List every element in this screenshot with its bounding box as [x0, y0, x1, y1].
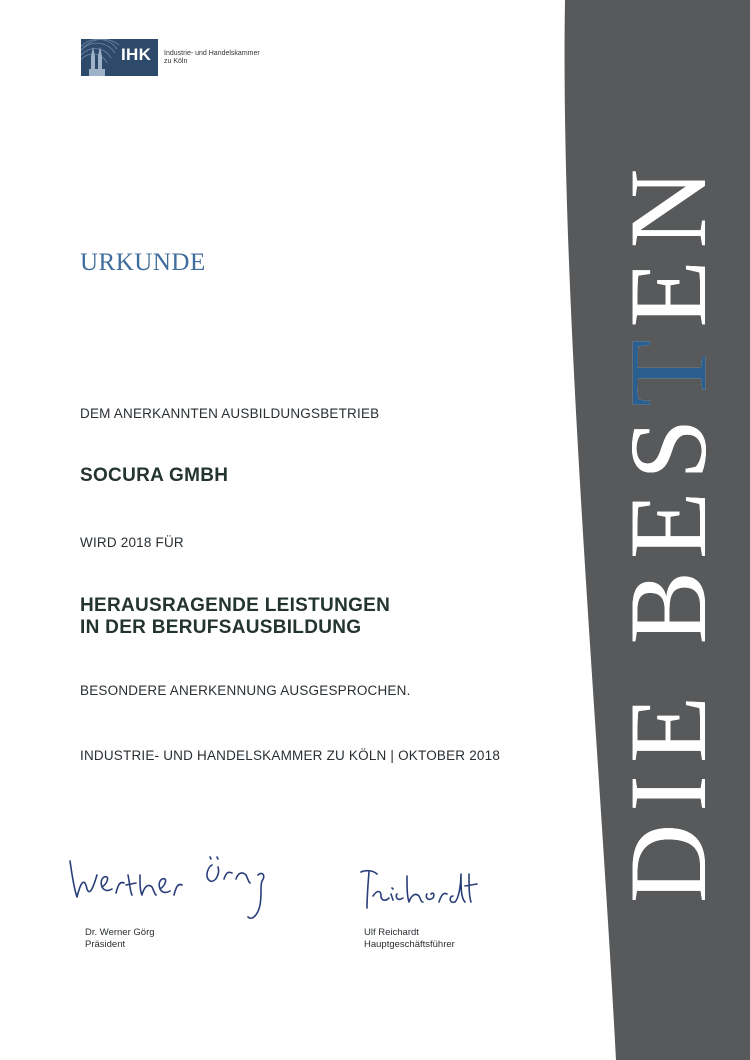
band-text-accent: T: [607, 327, 729, 407]
certificate-title: URKUNDE: [80, 249, 206, 276]
company-name: SOCURA GMBH: [80, 465, 229, 486]
signatory-2: [364, 927, 455, 951]
band-text-part1: DIE BES: [607, 406, 729, 904]
ihk-name: [164, 50, 260, 66]
recognition-line: BESONDERE ANERKENNUNG AUSGESPROCHEN.: [80, 683, 411, 698]
ihk-logo-mark: [81, 39, 158, 76]
achievement-heading: [80, 595, 390, 639]
ihk-abbreviation: IHK: [121, 45, 152, 64]
signature-werner-goerg: [62, 845, 282, 930]
achievement-line1: HERAUSRAGENDE LEISTUNGEN: [80, 595, 391, 616]
die-besten-text: [607, 156, 729, 904]
band-text-part3: EN: [607, 156, 729, 328]
achievement-line2: IN DER BERUFSAUSBILDUNG: [80, 617, 362, 638]
signatory-2-role: Hauptgeschäftsführer: [364, 939, 455, 950]
year-line: WIRD 2018 FÜR: [80, 535, 184, 550]
ihk-logo: [81, 39, 260, 76]
signatory-1-name: Dr. Werner Görg: [85, 927, 155, 938]
intro-line: DEM ANERKANNTEN AUSBILDUNGSBETRIEB: [80, 406, 380, 421]
ihk-name-line2: zu Köln: [164, 57, 188, 65]
signature-ulf-reichardt: [355, 860, 495, 920]
signatory-1: [85, 927, 155, 951]
signatory-1-role: Präsident: [85, 939, 126, 950]
signatory-2-name: Ulf Reichardt: [364, 927, 419, 938]
issuer-line: INDUSTRIE- UND HANDELSKAMMER ZU KÖLN | OKTOBER 2018: [80, 748, 501, 763]
ihk-name-line1: Industrie- und Handelskammer: [164, 49, 260, 57]
